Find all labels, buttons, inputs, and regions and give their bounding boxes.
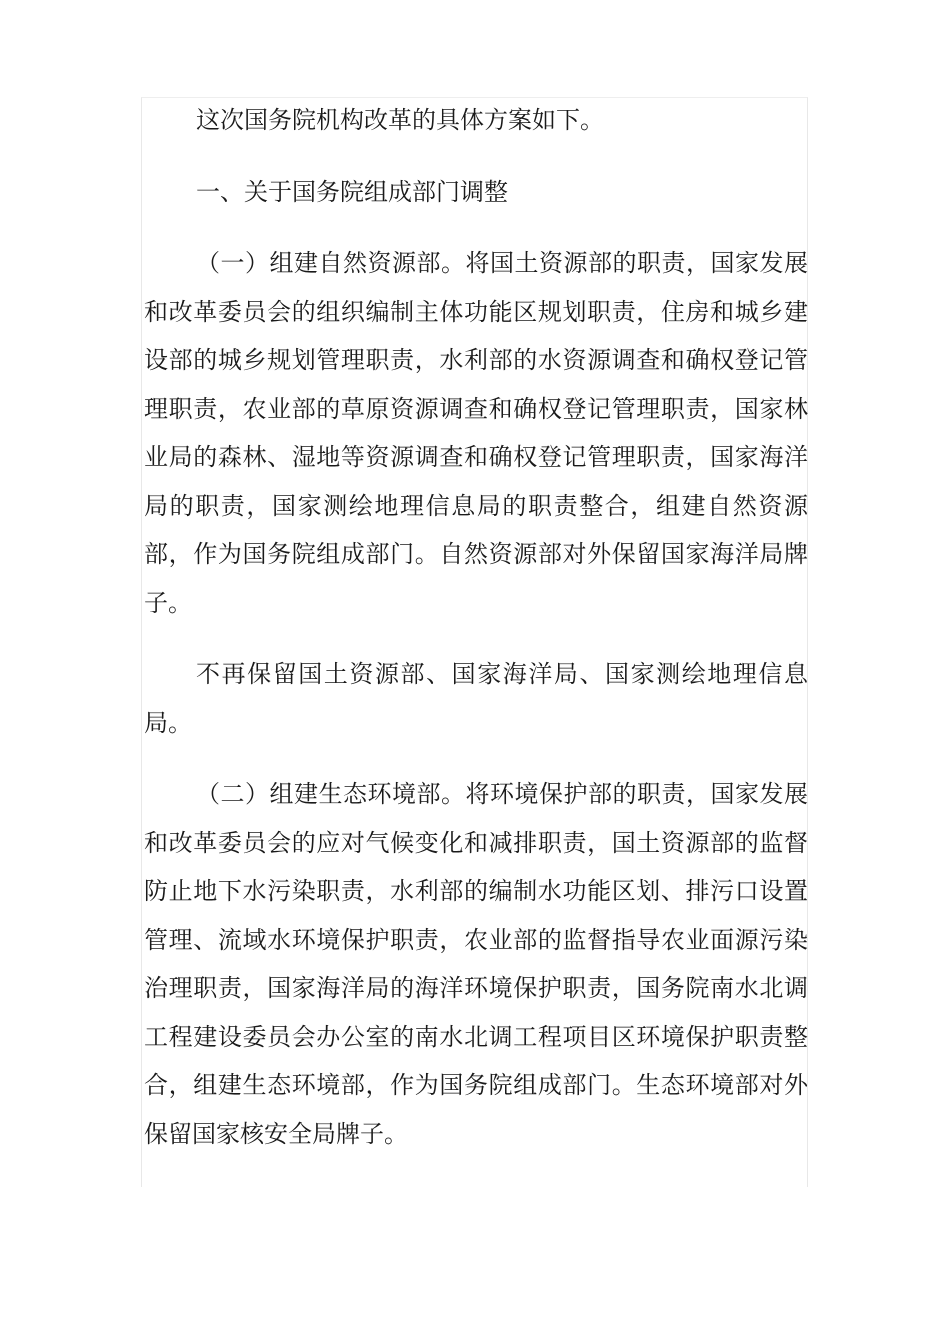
paragraph-natural-resources: （一）组建自然资源部。将国土资源部的职责，国家发展和改革委员会的组织编制主体功能区规划职责，住房和城乡建设部的城乡规划管理职责，水利部的水资源调查和确权登记管理职责，农业部的草原资源调查和确权登记管理职责，国家林业局的森林、湿地等资源调查和确权登记管理职责，国家海洋局的职责，国家测绘地理信息局的职责整合，组建自然资源部，作为国务院组成部门。自然资源部对外保留国家海洋局牌子。 xyxy=(144,249,808,617)
paragraph-discontinued-agencies: 不再保留国土资源部、国家海洋局、国家测绘地理信息局。 xyxy=(144,660,808,737)
document-body xyxy=(144,96,808,1158)
section-heading-1: 一、关于国务院组成部门调整 xyxy=(196,177,508,206)
paragraph-ecological-environment: （二）组建生态环境部。将环境保护部的职责，国家发展和改革委员会的应对气候变化和减排职责，国土资源部的监督防止地下水污染职责，水利部的编制水功能区划、排污口设置管理、流域水环境保护职责，农业部的监督指导农业面源污染治理职责，国家海洋局的海洋环境保护职责，国务院南水北调工程建设委员会办公室的南水北调工程项目区环境保护职责整合，组建生态环境部，作为国务院组成部门。生态环境部对外保留国家核安全局牌子。 xyxy=(144,780,808,1148)
intro-paragraph: 这次国务院机构改革的具体方案如下。 xyxy=(196,106,604,134)
